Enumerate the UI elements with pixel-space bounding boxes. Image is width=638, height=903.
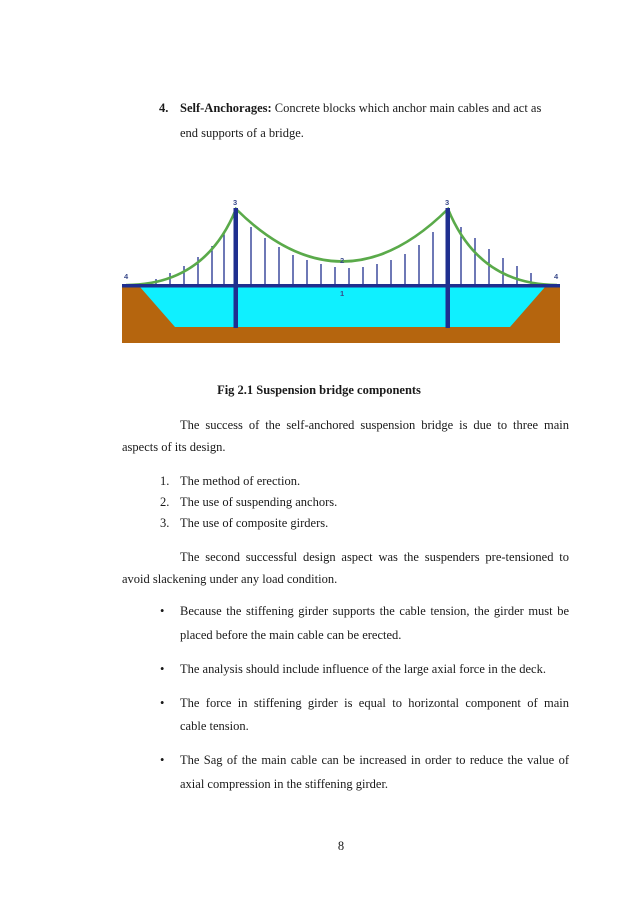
figure-caption: Fig 2.1 Suspension bridge components bbox=[217, 383, 421, 397]
paragraph-2-line2: avoid slackening under any load condition. bbox=[122, 572, 338, 586]
bullet-1-marker: • bbox=[160, 604, 165, 618]
bullet-2-marker: • bbox=[160, 662, 165, 676]
self-anchorages-line2: end supports of a bridge. bbox=[180, 126, 304, 140]
page-number: 8 bbox=[337, 839, 345, 853]
bullet-3-line2: cable tension. bbox=[180, 719, 249, 733]
list-number: 4. bbox=[159, 101, 169, 115]
label-anchor-right: 4 bbox=[554, 272, 559, 281]
numbered-item-1: The method of erection. bbox=[180, 474, 301, 488]
label-tower-left: 3 bbox=[233, 198, 238, 207]
bullet-4-marker: • bbox=[160, 753, 165, 767]
numbered-item-3: The use of composite girders. bbox=[180, 516, 329, 530]
bullet-3-marker: • bbox=[160, 696, 165, 710]
label-cable: 2 bbox=[340, 256, 345, 265]
main-cable bbox=[126, 209, 557, 285]
definition: Concrete blocks which anchor main cables and act as bbox=[274, 101, 542, 115]
numbered-item-1-num: 1. bbox=[160, 474, 170, 488]
bullet-4-line1: The Sag of the main cable can be increased in order to reduce the value of bbox=[180, 753, 569, 767]
numbered-item-3-num: 3. bbox=[160, 516, 170, 530]
bullet-1-line1: Because the stiffening girder supports the cable tension, the girder must be bbox=[180, 604, 569, 618]
bullet-2-line1: The analysis should include influence of the large axial force in the deck. bbox=[180, 662, 546, 676]
bullet-1-line2: placed before the main cable can be erected. bbox=[180, 628, 402, 642]
label-deck: 1 bbox=[340, 289, 345, 298]
bullet-3-line1: The force in stiffening girder is equal to horizontal component of main bbox=[180, 696, 569, 710]
paragraph-1-line2: aspects of its design. bbox=[122, 440, 226, 454]
bridge-deck bbox=[122, 284, 560, 288]
numbered-item-2: The use of suspending anchors. bbox=[180, 495, 338, 509]
paragraph-1-line1: The success of the self-anchored suspension bridge is due to three main bbox=[180, 418, 569, 432]
paragraph-2-line1: The second successful design aspect was the suspenders pre-tensioned to bbox=[180, 550, 569, 564]
term: Self-Anchorages: bbox=[180, 101, 272, 115]
label-tower-right: 3 bbox=[445, 198, 450, 207]
tower-right bbox=[446, 208, 451, 328]
label-anchor-left: 4 bbox=[124, 272, 129, 281]
numbered-item-2-num: 2. bbox=[160, 495, 170, 509]
bullet-4-line2: axial compression in the stiffening girder. bbox=[180, 777, 389, 791]
tower-left bbox=[234, 208, 239, 328]
